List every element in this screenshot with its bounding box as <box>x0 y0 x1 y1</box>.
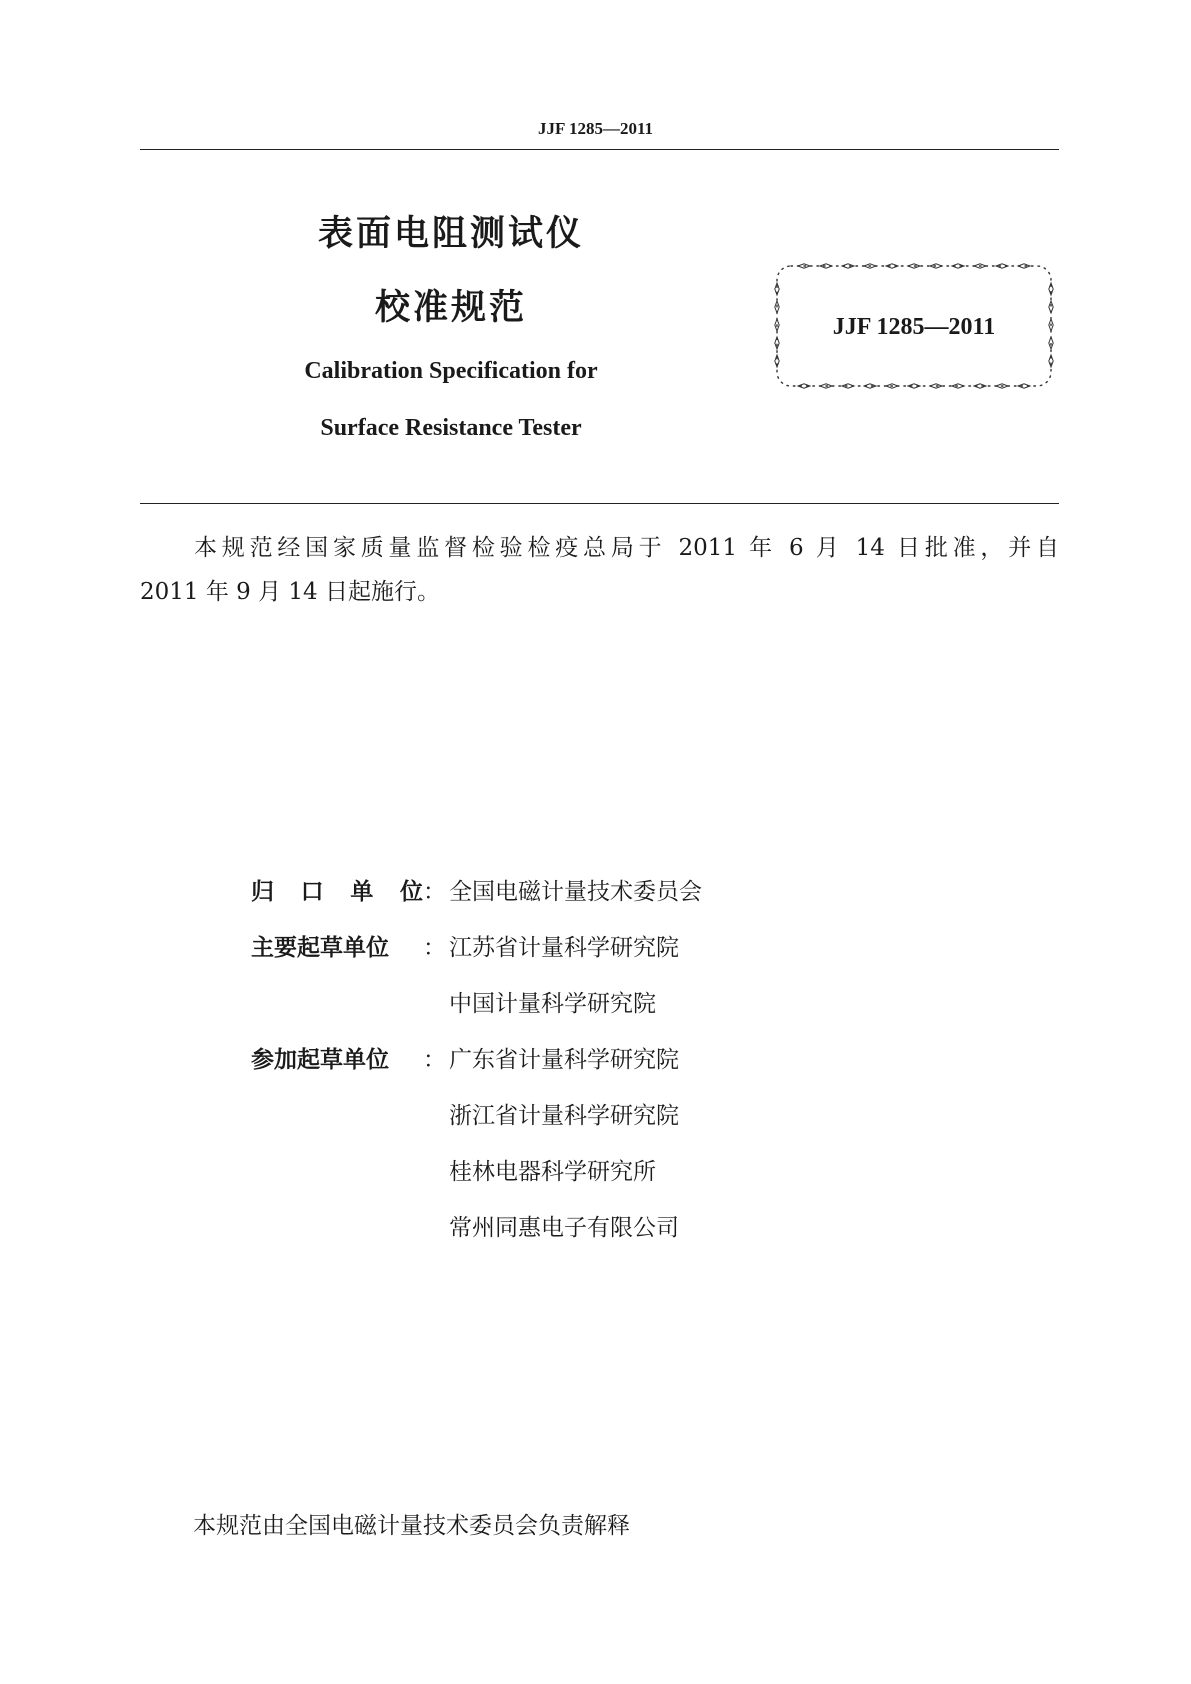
participating-drafting-row <box>0 1155 1191 1189</box>
participating-drafting-row <box>0 1099 1191 1133</box>
approval-statement-line-2: 2011 年 9 月 14 日起施行。 <box>140 579 440 605</box>
header-rule <box>140 149 1059 150</box>
label-colon: ： <box>423 1047 446 1073</box>
responsible-unit-row <box>0 875 1191 909</box>
participating-drafting-unit: 浙江省计量科学研究院 <box>449 1103 679 1129</box>
participating-drafting-unit: 常州同惠电子有限公司 <box>449 1215 679 1241</box>
label-colon: ： <box>423 879 446 905</box>
title-english-line-1: Calibration Specification for <box>304 358 598 384</box>
title-rule <box>140 503 1059 504</box>
main-drafting-row <box>0 987 1191 1021</box>
main-drafting-unit: 中国计量科学研究院 <box>449 991 656 1017</box>
approval-statement-line-1: 本规范经国家质量监督检验检疫总局于 2011 年 6 月 14 日批准，并自 <box>194 535 1059 561</box>
participating-drafting-unit: 广东省计量科学研究院 <box>449 1047 679 1073</box>
interpretation-note: 本规范由全国电磁计量技术委员会负责解释 <box>193 1513 630 1539</box>
responsible-unit-value: 全国电磁计量技术委员会 <box>449 879 702 905</box>
running-header: JJF 1285—2011 <box>537 119 654 138</box>
main-drafting-row <box>0 931 1191 965</box>
title-chinese-line-1: 表面电阻测试仪 <box>317 214 584 254</box>
responsible-unit-label: 归口单位 <box>251 879 423 905</box>
main-drafting-unit: 江苏省计量科学研究院 <box>449 935 679 961</box>
participating-drafting-row <box>0 1211 1191 1245</box>
title-chinese-line-2: 校准规范 <box>374 288 527 328</box>
label-colon: ： <box>423 935 446 961</box>
main-drafting-label: 主要起草单位 <box>251 935 389 961</box>
document-code: JJF 1285—2011 <box>832 314 996 340</box>
participating-drafting-label: 参加起草单位 <box>251 1047 389 1073</box>
participating-drafting-unit: 桂林电器科学研究所 <box>449 1159 656 1185</box>
participating-drafting-row <box>0 1043 1191 1077</box>
title-english-line-2: Surface Resistance Tester <box>320 415 582 441</box>
